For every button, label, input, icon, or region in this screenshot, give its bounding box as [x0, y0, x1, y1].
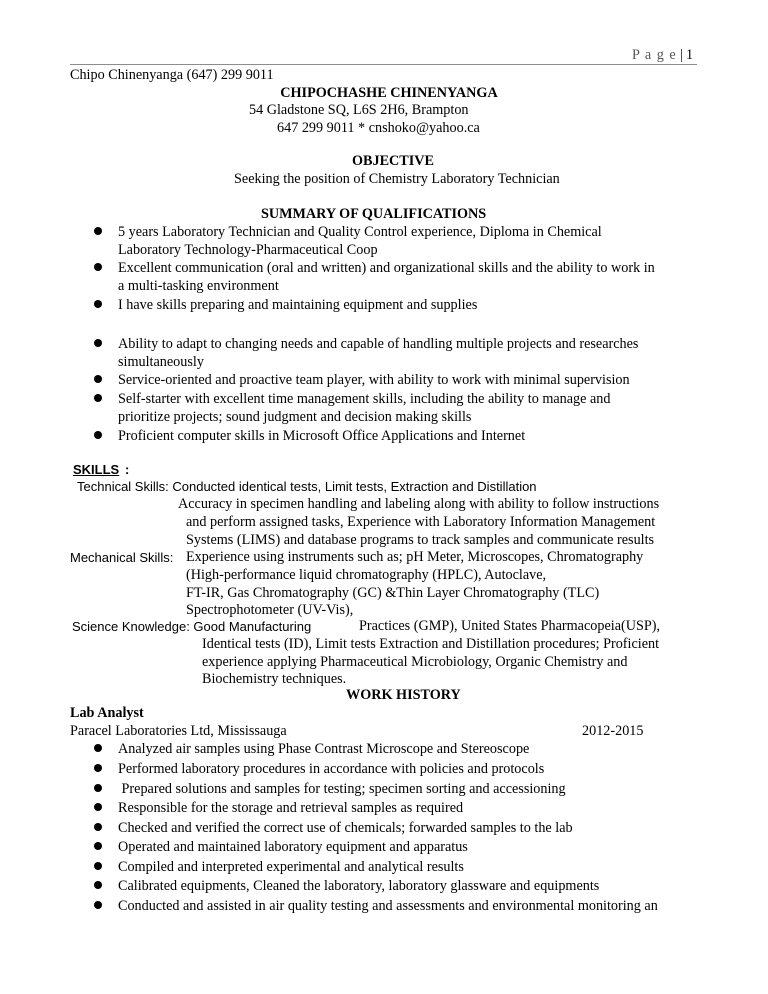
job-company: Paracel Laboratories Ltd, Mississauga: [70, 723, 287, 739]
summary-item: Ability to adapt to changing needs and capable of handling multiple projects and researches: [118, 336, 639, 352]
skills-heading: SKILLS: [73, 462, 120, 477]
bullet-icon: [94, 375, 102, 383]
work-item: Compiled and interpreted experimental and analytical results: [118, 859, 464, 875]
bullet-icon: [94, 803, 102, 811]
objective-text: Seeking the position of Chemistry Laboratory Technician: [234, 171, 560, 187]
summary-item-cont: prioritize projects; sound judgment and decision making skills: [118, 409, 472, 425]
bullet-icon: [94, 300, 102, 308]
page-label: P a g e: [632, 47, 677, 63]
bullet-icon: [94, 263, 102, 271]
science-knowledge-line: experience applying Pharmaceutical Microbiology, Organic Chemistry and: [202, 654, 628, 670]
summary-item: 5 years Laboratory Technician and Quality Control experience, Diploma in Chemical: [118, 224, 602, 240]
technical-skills-line: and perform assigned tasks, Experience with Laboratory Information Management: [186, 514, 656, 530]
contact-line: Chipo Chinenyanga (647) 299 9011: [70, 67, 274, 83]
science-knowledge-label: Science Knowledge: Good Manufacturing: [72, 619, 312, 634]
mechanical-skills-line: Experience using instruments such as; pH Meter, Microscopes, Chromatography: [186, 549, 644, 565]
bullet-icon: [94, 339, 102, 347]
mechanical-skills-line: FT-IR, Gas Chromatography (GC) &Thin Layer Chromatography (TLC): [186, 585, 600, 601]
work-item: Prepared solutions and samples for testing; specimen sorting and accessioning: [118, 781, 566, 797]
mechanical-skills-line: (High-performance liquid chromatography (HPLC), Autoclave,: [186, 567, 547, 583]
summary-item: Proficient computer skills in Microsoft Office Applications and Internet: [118, 428, 526, 444]
bullet-icon: [94, 862, 102, 870]
bullet-icon: [94, 784, 102, 792]
bullet-icon: [94, 227, 102, 235]
mechanical-skills-label: Mechanical Skills:: [70, 550, 174, 565]
skills-heading-colon: :: [125, 462, 130, 477]
job-title: Lab Analyst: [70, 705, 144, 721]
science-knowledge-line: Identical tests (ID), Limit tests Extraction and Distillation procedures; Proficient: [202, 636, 660, 652]
bullet-icon: [94, 842, 102, 850]
summary-item: Excellent communication (oral and written) and organizational skills and the ability to work in: [118, 260, 655, 276]
summary-item: Self-starter with excellent time management skills, including the ability to manage and: [118, 391, 611, 407]
job-dates: 2012-2015: [582, 723, 644, 739]
work-history-heading: WORK HISTORY: [346, 687, 461, 703]
bullet-icon: [94, 823, 102, 831]
summary-item: Service-oriented and proactive team player, with ability to work with minimal supervision: [118, 372, 630, 388]
technical-skills-line: Accuracy in specimen handling and labeling along with ability to follow instructions: [178, 496, 660, 512]
work-item: Checked and verified the correct use of chemicals; forwarded samples to the lab: [118, 820, 573, 836]
header-rule: [70, 64, 697, 65]
work-item: Responsible for the storage and retrieval samples as required: [118, 800, 464, 816]
bullet-icon: [94, 744, 102, 752]
work-item: Performed laboratory procedures in accordance with policies and protocols: [118, 761, 545, 777]
address: 54 Gladstone SQ, L6S 2H6, Brampton: [249, 102, 469, 118]
bullet-icon: [94, 764, 102, 772]
summary-item-cont: a multi-tasking environment: [118, 278, 279, 294]
work-item: Conducted and assisted in air quality testing and assessments and environmental monitoring an: [118, 898, 658, 914]
summary-item-cont: Laboratory Technology-Pharmaceutical Coop: [118, 242, 378, 258]
summary-heading: SUMMARY OF QUALIFICATIONS: [261, 206, 487, 222]
resume-name: CHIPOCHASHE CHINENYANGA: [280, 85, 498, 101]
phone-email: 647 299 9011 * cnshoko@yahoo.ca: [277, 120, 480, 136]
technical-skills-line: Systems (LIMS) and database programs to track samples and communicate results: [186, 532, 655, 548]
page-number: 1: [686, 47, 694, 63]
science-knowledge-line: Practices (GMP), United States Pharmacopeia(USP),: [359, 618, 661, 634]
objective-heading: OBJECTIVE: [352, 153, 434, 169]
bullet-icon: [94, 431, 102, 439]
mechanical-skills-line: Spectrophotometer (UV-Vis),: [186, 602, 354, 618]
bullet-icon: [94, 394, 102, 402]
work-item: Operated and maintained laboratory equipment and apparatus: [118, 839, 468, 855]
page-separator: |: [680, 47, 683, 63]
summary-item: I have skills preparing and maintaining equipment and supplies: [118, 297, 478, 313]
technical-skills: Technical Skills: Conducted identical tests, Limit tests, Extraction and Distillation: [77, 479, 537, 494]
summary-item-cont: simultaneously: [118, 354, 204, 370]
work-item: Calibrated equipments, Cleaned the laboratory, laboratory glassware and equipments: [118, 878, 600, 894]
bullet-icon: [94, 901, 102, 909]
work-item: Analyzed air samples using Phase Contrast Microscope and Stereoscope: [118, 741, 530, 757]
science-knowledge-line: Biochemistry techniques.: [202, 671, 347, 687]
bullet-icon: [94, 881, 102, 889]
